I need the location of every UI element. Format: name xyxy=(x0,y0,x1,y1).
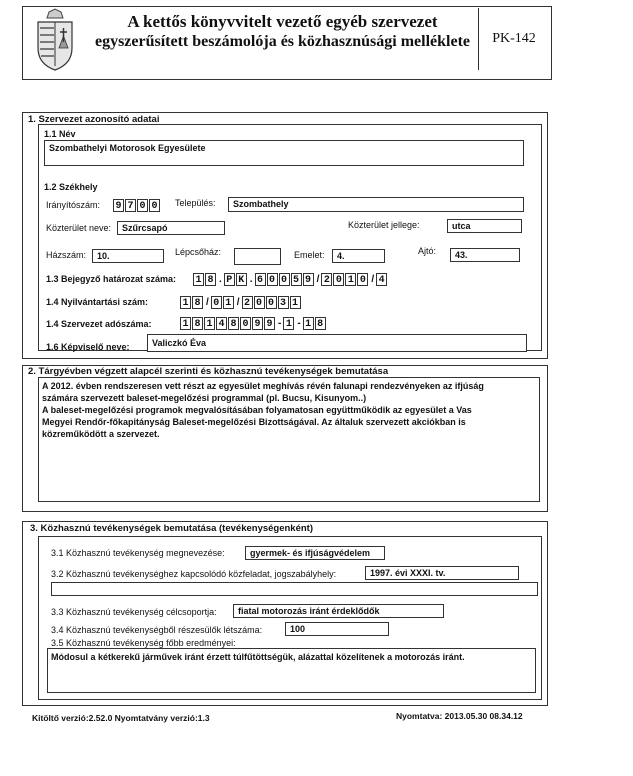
floor-field[interactable]: 4. xyxy=(332,249,385,263)
tax-digit: 1 xyxy=(204,317,215,330)
nyilv-digit: 0 xyxy=(254,296,265,309)
tax-digit: 1 xyxy=(283,317,294,330)
beneficiaries-field[interactable]: 100 xyxy=(285,622,389,636)
nyilv-digit: 0 xyxy=(211,296,222,309)
tax-separator: - xyxy=(278,318,282,329)
reg-digit: 9 xyxy=(303,273,314,286)
tax-digit: 8 xyxy=(315,317,326,330)
nyilv-digit: 0 xyxy=(266,296,277,309)
nyilv-separator: / xyxy=(236,297,240,308)
reg-digit: 6 xyxy=(255,273,266,286)
tax-digit: 8 xyxy=(192,317,203,330)
target-group-field[interactable]: fiatal motorozás iránt érdeklődők xyxy=(233,604,444,618)
results-field[interactable]: Módosul a kétkerekű járművek iránt érzett túlfűtöttségük, alázattal közelítenek a motorozás iránt. xyxy=(47,648,536,693)
tax-digit: 1 xyxy=(180,317,191,330)
nyilv-digit: 2 xyxy=(242,296,253,309)
section2-text-line: Megyei Rendőr-főkapitányság Baleset-megelőzési Bizottságával. Az általuk szervezett akciókban is xyxy=(42,417,466,427)
public-task-field-2[interactable] xyxy=(51,582,538,596)
representative-field[interactable]: Valiczkó Éva xyxy=(147,334,527,352)
reg-digit: K xyxy=(236,273,247,286)
tax-digit: 4 xyxy=(216,317,227,330)
reg-separator: / xyxy=(316,274,320,285)
tax-label: 1.4 Szervezet adószáma: xyxy=(46,319,152,329)
section2-text-line: számára szervezett baleset-megelőzési programmal (pl. Bucsu, Kisunyom..) xyxy=(42,393,367,403)
zip-digit: 0 xyxy=(137,199,148,212)
stair-field[interactable] xyxy=(234,248,281,265)
tax-digit: 9 xyxy=(252,317,263,330)
public-task-field[interactable]: 1997. évi XXXI. tv. xyxy=(365,566,519,580)
street-type-label: Közterület jellege: xyxy=(348,220,420,230)
nyilvantartasi-field[interactable] xyxy=(180,296,302,309)
coat-of-arms-icon xyxy=(30,8,80,73)
nyilv-digit: 3 xyxy=(278,296,289,309)
section2-text-line: A baleset-megelőzési programok megvalósításában folyamatosan együttműködik az egyesület a Vas xyxy=(42,405,472,415)
nyilv-digit: 1 xyxy=(223,296,234,309)
target-group-label: 3.3 Közhasznú tevékenység célcsoportja: xyxy=(51,607,217,617)
form-title xyxy=(90,12,475,52)
door-field[interactable]: 43. xyxy=(450,248,520,262)
zip-digit: 7 xyxy=(125,199,136,212)
reg-digit: 0 xyxy=(333,273,344,286)
reg-digit: 2 xyxy=(321,273,332,286)
reg-digit: 4 xyxy=(376,273,387,286)
seat-label: 1.2 Székhely xyxy=(44,182,98,192)
zip-digit: 0 xyxy=(149,199,160,212)
nyilv-digit: 1 xyxy=(290,296,301,309)
version-info: Kitöltő verzió:2.52.0 Nyomtatvány verzió:1.3 xyxy=(32,713,210,723)
stair-label: Lépcsőház: xyxy=(175,247,222,257)
street-field[interactable]: Szűrcsapó xyxy=(117,221,225,235)
tax-digit: 8 xyxy=(228,317,239,330)
tax-digit: 9 xyxy=(264,317,275,330)
section3-title: 3. Közhasznú tevékenységek bemutatása (tevékenységenként) xyxy=(30,523,314,534)
zip-field[interactable] xyxy=(113,199,161,212)
city-field[interactable]: Szombathely xyxy=(228,197,524,212)
representative-label: 1.6 Képviselő neve: xyxy=(46,342,130,352)
reg-digit: 0 xyxy=(279,273,290,286)
tax-digit: 1 xyxy=(303,317,314,330)
results-label: 3.5 Közhasznú tevékenység főbb eredményei: xyxy=(51,638,236,648)
reg-digit: 0 xyxy=(357,273,368,286)
nyilv-digit: 8 xyxy=(192,296,203,309)
form-title-line2: egyszerűsített beszámolója és közhasznúsági melléklete xyxy=(94,33,471,50)
reg-separator: . xyxy=(249,274,253,285)
registration-number-field[interactable] xyxy=(193,273,388,286)
section2-text-area[interactable] xyxy=(38,377,540,502)
city-label: Település: xyxy=(175,198,216,208)
registration-label: 1.3 Bejegyző határozat száma: xyxy=(46,274,177,284)
activity-name-field[interactable]: gyermek- és ifjúságvédelem xyxy=(245,546,385,560)
reg-digit: 1 xyxy=(345,273,356,286)
activity-name-label: 3.1 Közhasznú tevékenység megnevezése: xyxy=(51,548,225,558)
house-field[interactable]: 10. xyxy=(92,249,164,263)
form-code: PK-142 xyxy=(478,8,549,70)
nyilv-separator: / xyxy=(206,297,209,308)
section2-title: 2. Tárgyévben végzett alapcél szerinti és közhasznú tevékenységek bemutatása xyxy=(28,366,389,377)
tax-digit: 0 xyxy=(240,317,251,330)
name-label: 1.1 Név xyxy=(44,129,76,139)
reg-digit: 8 xyxy=(205,273,216,286)
reg-separator: / xyxy=(371,274,375,285)
form-title-line1: A kettős könyvvitelt vezető egyéb szervezet xyxy=(127,12,438,31)
public-task-label: 3.2 Közhasznú tevékenységhez kapcsolódó közfeladat, jogszabályhely: xyxy=(51,569,337,579)
street-label: Közterület neve: xyxy=(46,223,112,233)
reg-digit: 0 xyxy=(267,273,278,286)
street-type-field[interactable]: utca xyxy=(447,219,522,233)
reg-digit: 1 xyxy=(193,273,204,286)
reg-separator: . xyxy=(219,274,222,285)
reg-digit: P xyxy=(224,273,235,286)
zip-digit: 9 xyxy=(113,199,124,212)
nyilv-digit: 1 xyxy=(180,296,191,309)
floor-label: Emelet: xyxy=(294,250,325,260)
zip-label: Irányítószám: xyxy=(46,200,101,210)
tax-separator: - xyxy=(297,318,301,329)
beneficiaries-label: 3.4 Közhasznú tevékenységből részesülők létszáma: xyxy=(51,625,263,635)
name-field[interactable]: Szombathelyi Motorosok Egyesülete xyxy=(44,140,524,166)
door-label: Ajtó: xyxy=(418,246,437,256)
section2-text-line: közreműködött a szervezet. xyxy=(42,429,160,439)
section1-title: 1. Szervezet azonosító adatai xyxy=(28,114,160,125)
reg-digit: 5 xyxy=(291,273,302,286)
house-label: Házszám: xyxy=(46,250,87,260)
print-timestamp: Nyomtatva: 2013.05.30 08.34.12 xyxy=(396,711,523,721)
tax-number-field[interactable] xyxy=(180,317,327,330)
nyilvantartasi-label: 1.4 Nyilvántartási szám: xyxy=(46,297,149,307)
section2-text-line: A 2012. évben rendszeresen vett részt az egyesület meghívás révén falunapi rendezvényeken az ifjúság xyxy=(42,381,484,391)
